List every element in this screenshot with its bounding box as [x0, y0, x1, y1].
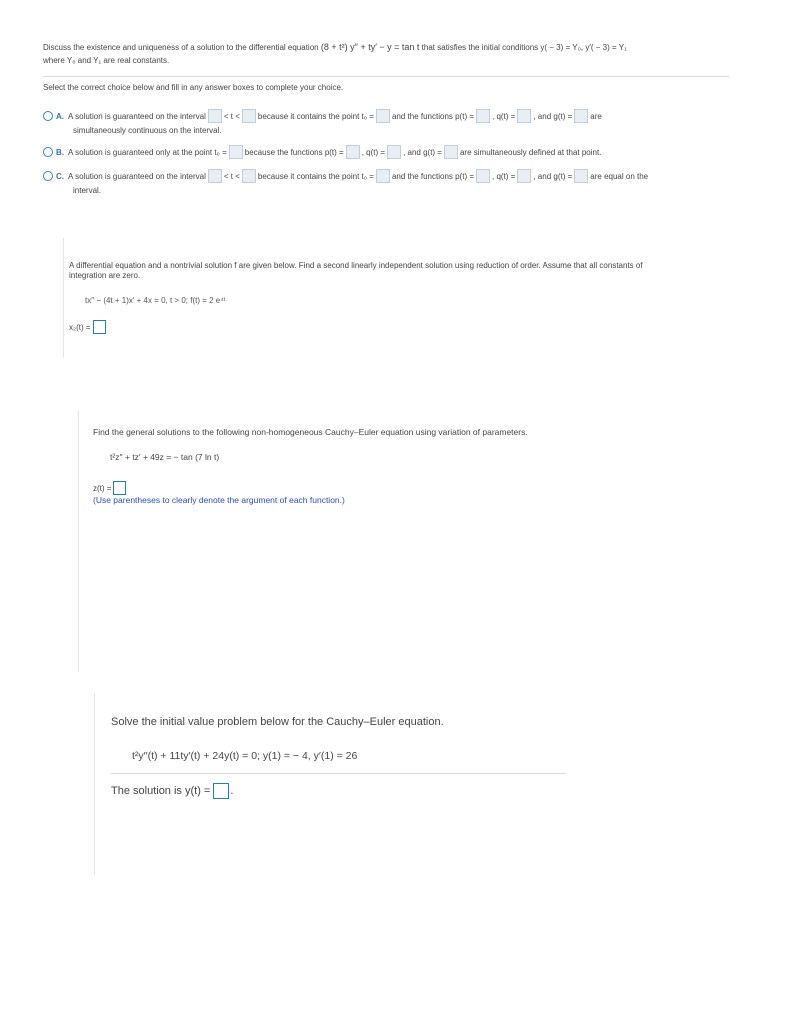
- choice-a-text-6: , and g(t) =: [533, 111, 573, 121]
- q3-equation: t²z′′ + tz′ + 49z = − tan (7 ln t): [110, 452, 220, 462]
- q1-prompt-equation: (8 + t²) y′′ + ty′ − y = tan t: [320, 42, 420, 52]
- q2-equation: tx′′ − (4t + 1)x′ + 4x = 0, t > 0; f(t) = 2 e⁴ᵗ: [85, 296, 226, 305]
- interval-end-input[interactable]: [242, 109, 256, 123]
- p-input[interactable]: [476, 169, 490, 183]
- g-input[interactable]: [574, 169, 588, 183]
- t0-input[interactable]: [376, 169, 390, 183]
- q1-prompt: [43, 42, 627, 53]
- choice-b-letter: B.: [56, 147, 64, 157]
- q2-prompt-line1: A differential equation and a nontrivial solution f are given below. Find a second linearly independent solution using reduction of order. Assume that all constants of: [69, 261, 643, 270]
- choice-a[interactable]: [43, 109, 602, 123]
- choice-c-text-6: , and g(t) =: [533, 171, 573, 181]
- choice-c-text-5: , q(t) =: [492, 171, 516, 181]
- z-answer-input[interactable]: [113, 481, 126, 495]
- choice-b[interactable]: [43, 145, 601, 159]
- q1-prompt-b: that satisfies the initial conditions y( − 3) = Y₀, y′( − 3) = Y₁: [421, 43, 627, 52]
- choice-c-radio[interactable]: [43, 171, 53, 181]
- q1-prompt-a: Discuss the existence and uniqueness of a solution to the differential equation: [43, 43, 319, 52]
- choice-c-text-2: < t <: [223, 171, 240, 181]
- panel-edge: [63, 238, 64, 358]
- choice-a-text-4: and the functions p(t) =: [391, 111, 475, 121]
- choice-b-text-3: , q(t) =: [361, 147, 386, 157]
- choice-c-text-4: and the functions p(t) =: [391, 171, 475, 181]
- q2-answer-label: x₂(t) =: [69, 322, 91, 332]
- choice-c-letter: C.: [56, 171, 64, 181]
- choice-a-radio[interactable]: [43, 111, 53, 121]
- q1-instruction: Select the correct choice below and fill in any answer boxes to complete your choice.: [43, 83, 344, 92]
- q4-answer: [111, 783, 233, 799]
- choice-b-text-1: A solution is guaranteed only at the point t₀ =: [68, 147, 227, 157]
- choice-c[interactable]: [43, 169, 648, 183]
- choice-c-text-1: A solution is guaranteed on the interval: [68, 171, 206, 181]
- q3-prompt: Find the general solutions to the following non-homogeneous Cauchy–Euler equation using variation of parameters.: [93, 427, 528, 437]
- q4-prompt: Solve the initial value problem below for the Cauchy–Euler equation.: [111, 716, 444, 728]
- p-input[interactable]: [476, 109, 490, 123]
- choice-a-letter: A.: [56, 111, 64, 121]
- t0-input[interactable]: [229, 145, 243, 159]
- q-input[interactable]: [517, 169, 531, 183]
- g-input[interactable]: [444, 145, 458, 159]
- interval-end-input[interactable]: [242, 169, 256, 183]
- choice-a-text-2: < t <: [223, 111, 240, 121]
- q1-prompt-line2: where Y₀ and Y₁ are real constants.: [43, 56, 170, 65]
- y-answer-input[interactable]: [213, 783, 229, 799]
- q4-period: .: [230, 785, 234, 797]
- g-input[interactable]: [574, 109, 588, 123]
- q3-answer: [93, 481, 126, 495]
- choice-c-text-3: because it contains the point t₀ =: [257, 171, 374, 181]
- choice-a-text-1: A solution is guaranteed on the interval: [68, 111, 206, 121]
- t0-input[interactable]: [376, 109, 390, 123]
- q4-answer-label: The solution is y(t) =: [111, 785, 211, 797]
- choice-a-text-7: are: [590, 111, 602, 121]
- q-input[interactable]: [517, 109, 531, 123]
- q2-answer: [69, 320, 106, 334]
- choice-c-line2: interval.: [73, 186, 102, 195]
- interval-start-input[interactable]: [208, 169, 222, 183]
- choice-a-text-5: , q(t) =: [492, 111, 516, 121]
- choice-b-text-5: are simultaneously defined at that point.: [459, 147, 602, 157]
- p-input[interactable]: [346, 145, 360, 159]
- q3-answer-label: z(t) =: [93, 483, 112, 493]
- choice-c-text-7: are equal on the: [590, 171, 649, 181]
- choice-a-line2: simultaneously continuous on the interval.: [73, 126, 222, 135]
- divider: [111, 773, 566, 774]
- panel-edge: [94, 693, 95, 875]
- interval-start-input[interactable]: [208, 109, 222, 123]
- choice-a-text-3: because it contains the point t₀ =: [257, 111, 374, 121]
- panel-edge: [78, 410, 79, 672]
- q-input[interactable]: [387, 145, 401, 159]
- q2-prompt-line2: integration are zero.: [69, 271, 141, 280]
- q3-hint: (Use parentheses to clearly denote the argument of each function.): [93, 495, 345, 505]
- q4-equation: t²y′′(t) + 11ty′(t) + 24y(t) = 0; y(1) = − 4, y′(1) = 26: [132, 750, 358, 762]
- divider: [43, 76, 729, 77]
- choice-b-text-4: , and g(t) =: [403, 147, 442, 157]
- choice-b-text-2: because the functions p(t) =: [244, 147, 344, 157]
- choice-b-radio[interactable]: [43, 147, 53, 157]
- x2-answer-input[interactable]: [93, 320, 106, 334]
